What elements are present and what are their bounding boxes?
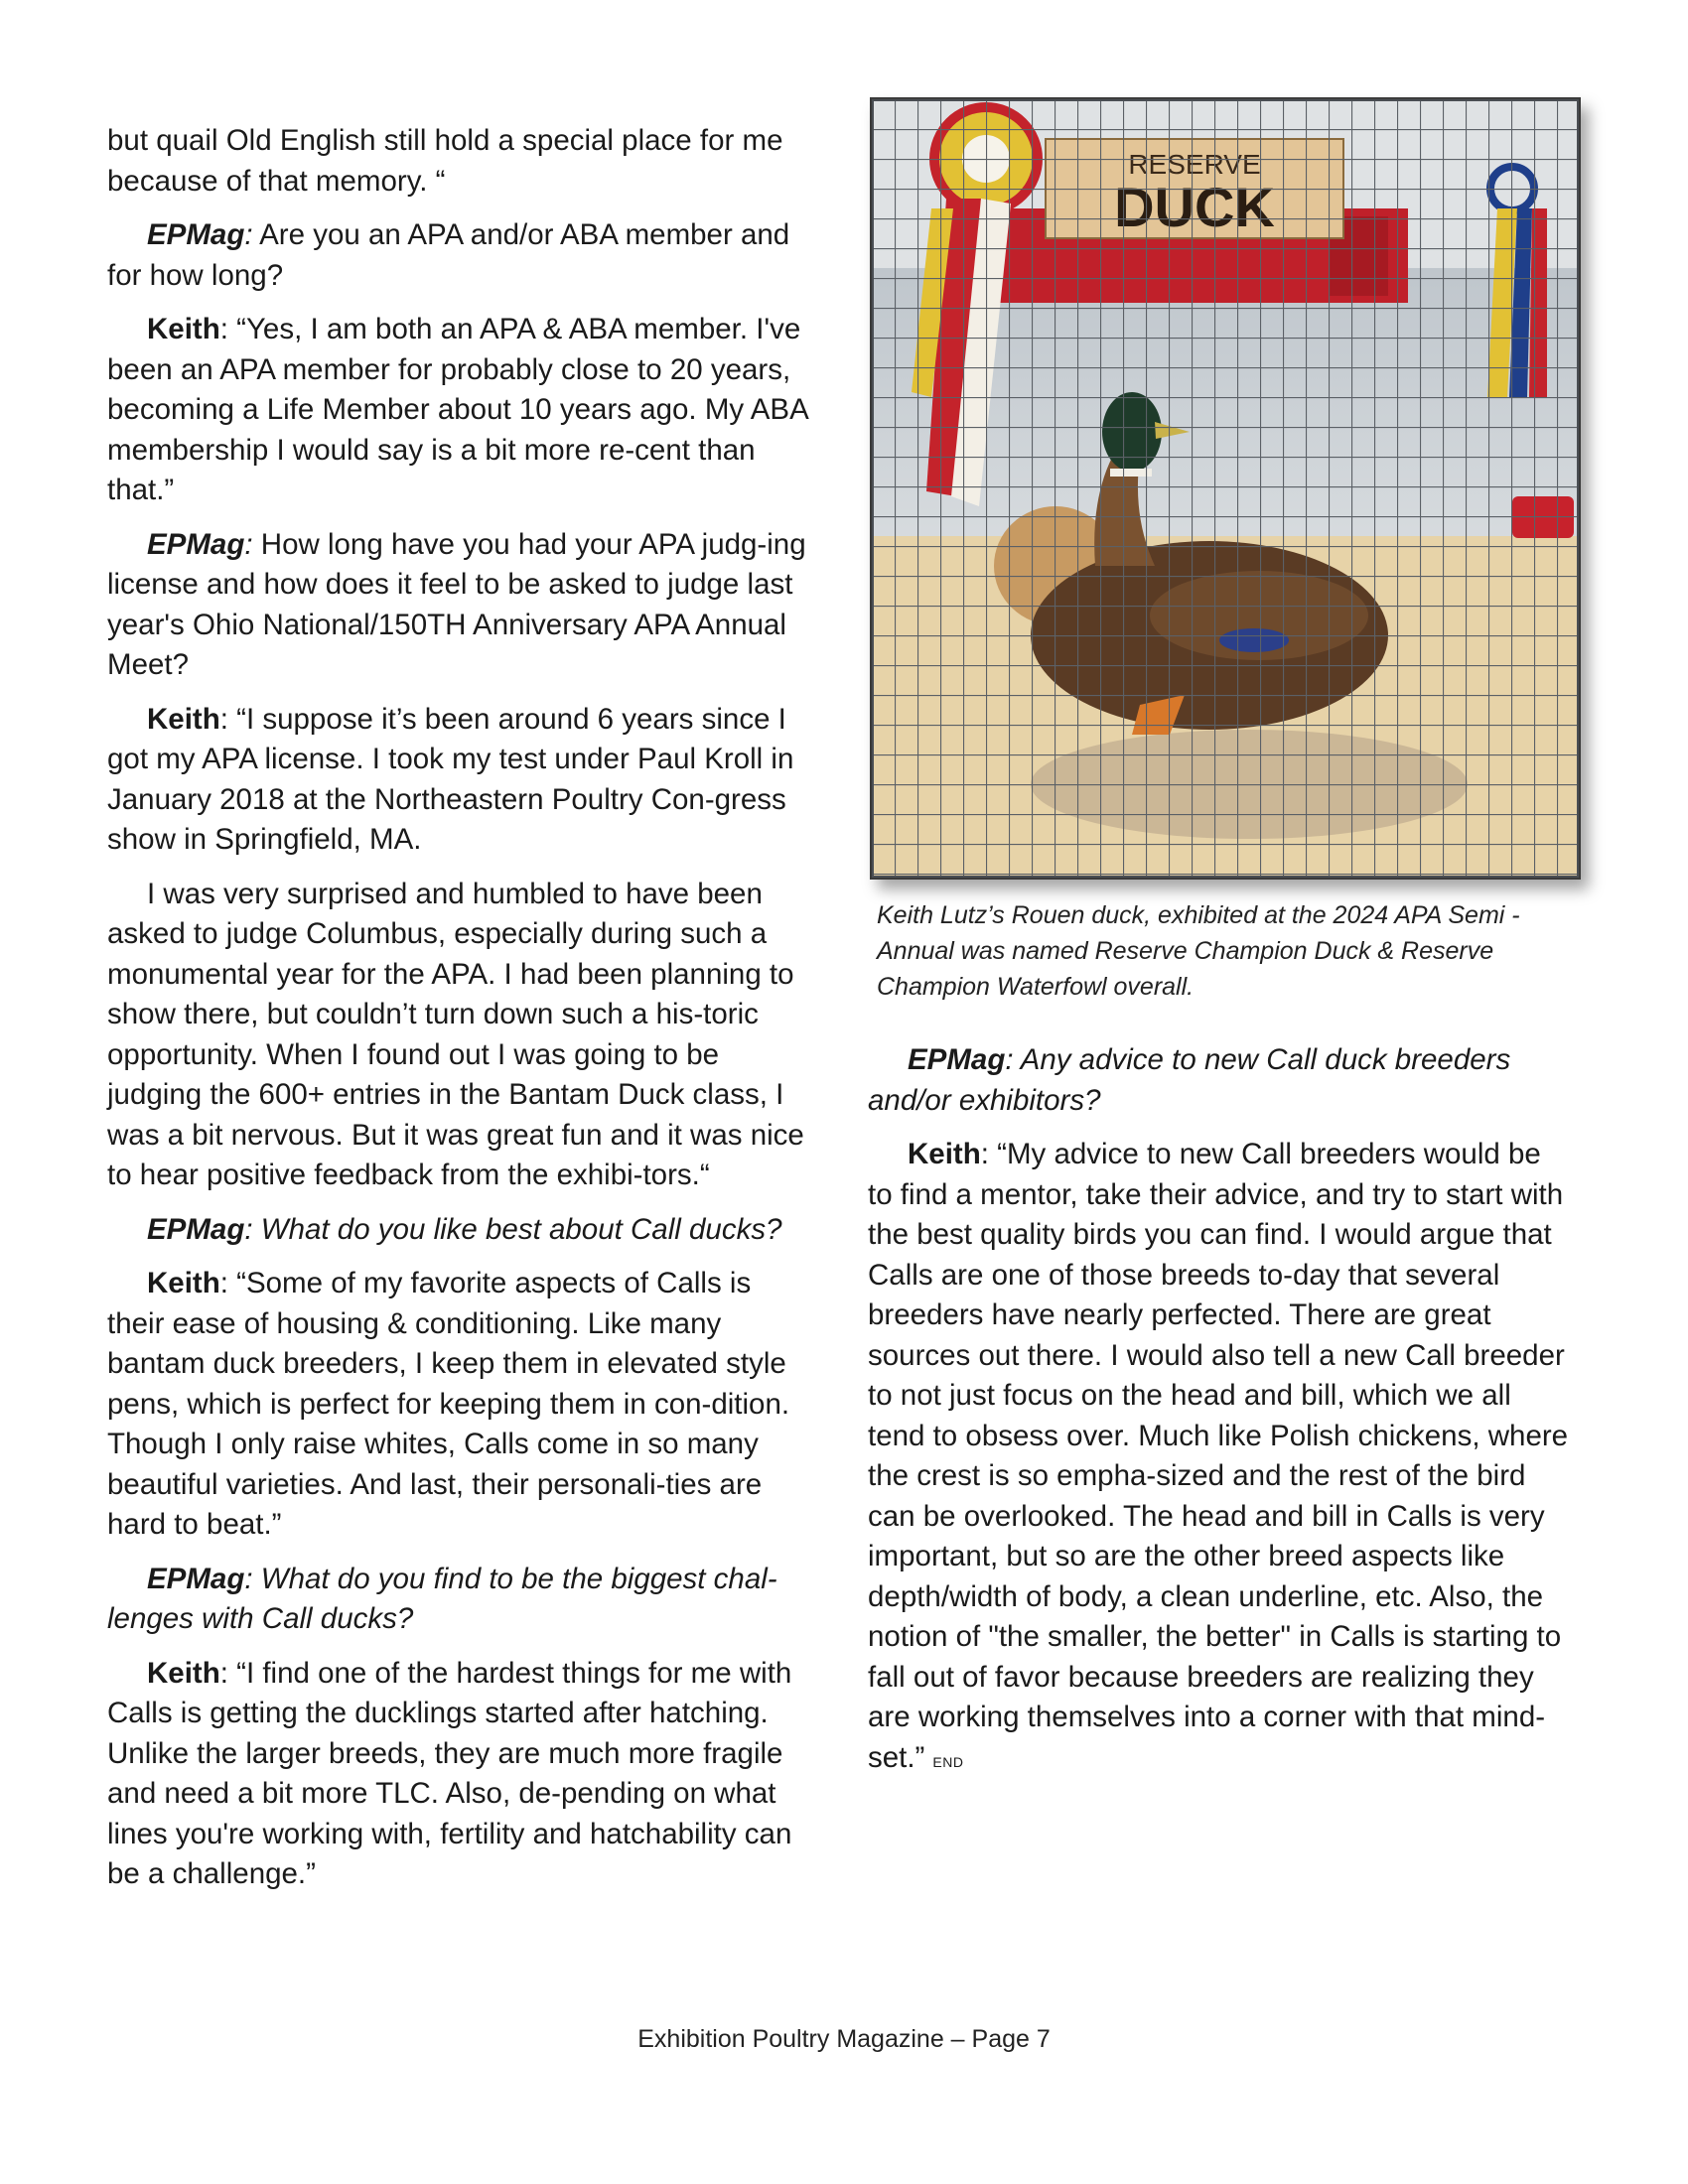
duck-cage-illustration [872,99,1579,878]
question-text: : Any advice to new Call duck breeders and/or exhibitors? [868,1043,1511,1117]
speaker-keith: Keith [147,1656,220,1690]
paragraph: but quail Old English still hold a special place for me because of that memory. “ [107,124,783,198]
answer-paragraph [107,700,814,861]
speaker-colon: : [244,218,253,251]
answer-paragraph [868,1135,1573,1782]
speaker-keith: Keith [147,1267,220,1299]
question-text: : What do you like best about Call ducks? [244,1212,782,1246]
speaker-epmag: EPMag [908,1043,1006,1076]
speaker-keith: Keith [147,313,220,345]
answer-text: : “My advice to new Call breeders would be to find a mentor, take their advice, and try to start with the best quality birds you can find. I would argue that Calls are one of those breeds to-day that several breeders have nearly perfected. There are great sources out there. I would also tell a new Call breeder to not just focus on the head and bill, which we all tend to obsess over. Much like Polish chickens, where the crest is so empha-sized and the rest of the bird can be overlooked. The head and bill in Calls is very important, but so are the other breed aspects like depth/width of body, a clean underline, etc. Also, the notion of "the smaller, the better" in Calls is starting to fall out of favor because breeders are realizing they are working themselves into a corner with that mind-set.” [868,1138,1569,1774]
end-mark: END [932,1753,964,1770]
answer-paragraph [107,1264,814,1546]
answer-paragraph [107,310,814,511]
speaker-colon: : [244,527,253,561]
question-paragraph [107,215,814,296]
speaker-keith: Keith [147,702,220,736]
right-column [868,1040,1573,1796]
answer-text: : “I find one of the hardest things for me with Calls is getting the ducklings started after hatching. Unlike the larger breeds, they are much more fragile and need a bit more TLC. Also, de-pending on what lines you're working with, fertility and hatchability can be a challenge.” [107,1656,792,1890]
question-paragraph [107,525,814,686]
question-text: Are you an APA and/or ABA member and for how long? [107,218,790,292]
duck-photo [870,97,1581,880]
page-footer: Exhibition Poultry Magazine – Page 7 [637,2025,1051,2053]
question-text: : What do you find to be the biggest chal-lenges with Call ducks? [107,1562,777,1635]
photo-caption: Keith Lutz’s Rouen duck, exhibited at the 2024 APA Semi -Annual was named Reserve Champion Duck & Reserve Champion Waterfowl overall. [877,901,1520,1001]
answer-paragraph [107,1654,814,1895]
answer-text: : “Some of my favorite aspects of Calls is their ease of housing & conditioning. Like many bantam duck breeders, I keep them in elevated style pens, which is perfect for keeping them in con-dition. Though I only raise whites, Calls come in so many beautiful varieties. And last, their personali-ties are hard to beat.” [107,1267,790,1541]
question-paragraph [107,1560,814,1640]
speaker-epmag: EPMag [147,1212,245,1246]
answer-paragraph: I was very surprised and humbled to have been asked to judge Columbus, especially during such a monumental year for the APA. I had been planning to show there, but couldn’t turn down such a his-toric opportunity. When I found out I was going to be judging the 600+ entries in the Bantam Duck class, I was a bit nervous. But it was great fun and it was nice to hear positive feedback from the exhibi-tors.“ [107,877,804,1191]
question-text: How long have you had your APA judg-ing license and how does it feel to be asked to judge last year's Ohio National/150TH Anniversary APA Annual Meet? [107,527,806,681]
speaker-epmag: EPMag [147,1562,245,1595]
speaker-epmag: EPMag [147,218,245,251]
speaker-keith: Keith [908,1138,981,1170]
answer-text: : “I suppose it’s been around 6 years since I got my APA license. I took my test under Paul Kroll in January 2018 at the Northeastern Poultry Con-gress show in Springfield, MA. [107,702,794,856]
left-column [107,121,814,1909]
question-paragraph [868,1040,1573,1121]
speaker-epmag: EPMag [147,527,245,561]
answer-text: : “Yes, I am both an APA & ABA member. I've been an APA member for probably close to 20 years, becoming a Life Member about 10 years ago. My ABA membership I would say is a bit more re-cent than that.” [107,313,808,506]
question-paragraph [107,1210,814,1251]
